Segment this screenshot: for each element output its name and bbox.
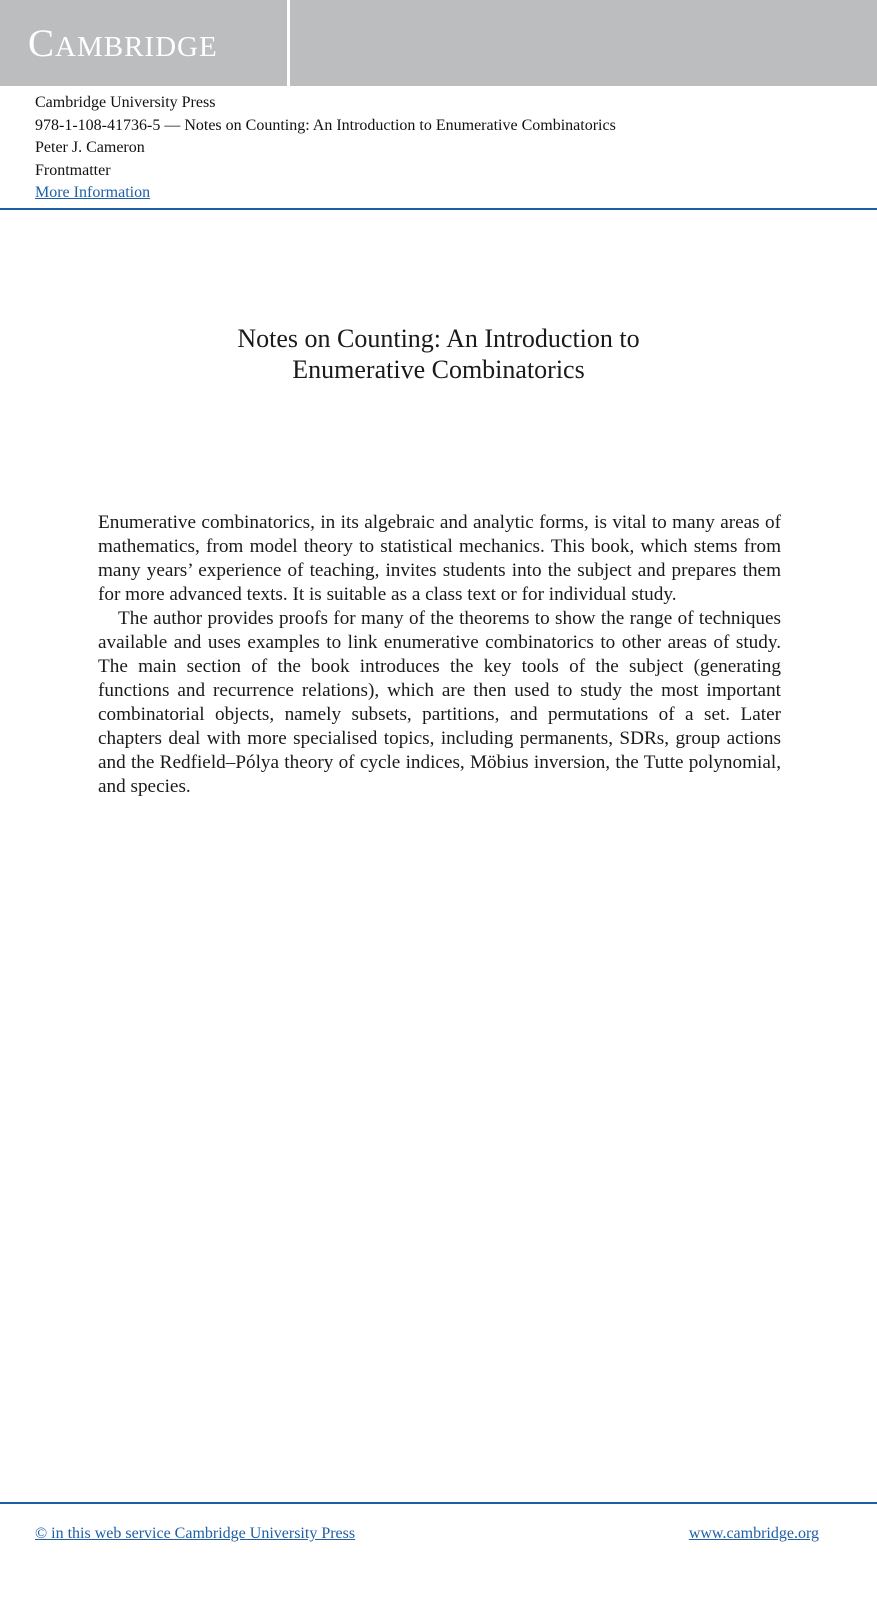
- website-link[interactable]: www.cambridge.org: [688, 1525, 819, 1542]
- title-line-1: Notes on Counting: An Introduction to: [237, 324, 640, 353]
- logo-initial: C: [28, 22, 56, 65]
- isbn-and-title: 978-1-108-41736-5 — Notes on Counting: An Introduction to Enumerative Combinatorics: [35, 116, 616, 134]
- banner-divider: [287, 0, 290, 86]
- more-information-link[interactable]: More Information: [35, 184, 151, 201]
- header-banner: [0, 0, 877, 86]
- description-paragraph-1: Enumerative combinatorics, in its algebraic and analytic forms, is vital to many areas of mathematics, from model theory to statistical mechanics. This book, which stems from many years’ experience of teaching, invites students into the subject and prepares them for more advanced texts. It is suitable as a class text or for individual study.: [98, 512, 781, 605]
- cambridge-logo: [28, 24, 218, 67]
- description-paragraph-2: The author provides proofs for many of the theorems to show the range of techniques available and uses examples to link enumerative combinatorics to other areas of study. The main section of the book introduces the key tools of the subject (generating functions and recurrence relations), which are then used to study the most important combinatorial objects, namely subsets, partitions, and permutations of a set. Later chapters deal with more specialised topics, including permanents, SDRs, group actions and the Redfield–Pólya theory of cycle indices, Möbius inversion, the Tutte polynomial, and species.: [98, 608, 781, 797]
- book-description: [98, 511, 781, 799]
- logo-rest: AMBRIDGE: [55, 31, 218, 63]
- author-name: Peter J. Cameron: [35, 139, 145, 156]
- book-metadata: [35, 92, 616, 205]
- publisher-name: Cambridge University Press: [35, 94, 216, 111]
- title-line-2: Enumerative Combinatorics: [292, 355, 585, 384]
- footer-divider: [0, 1502, 877, 1504]
- header-divider: [0, 208, 877, 210]
- book-title: [0, 323, 877, 385]
- copyright-link[interactable]: © in this web service Cambridge University Press: [35, 1525, 356, 1542]
- section-name: Frontmatter: [35, 161, 111, 179]
